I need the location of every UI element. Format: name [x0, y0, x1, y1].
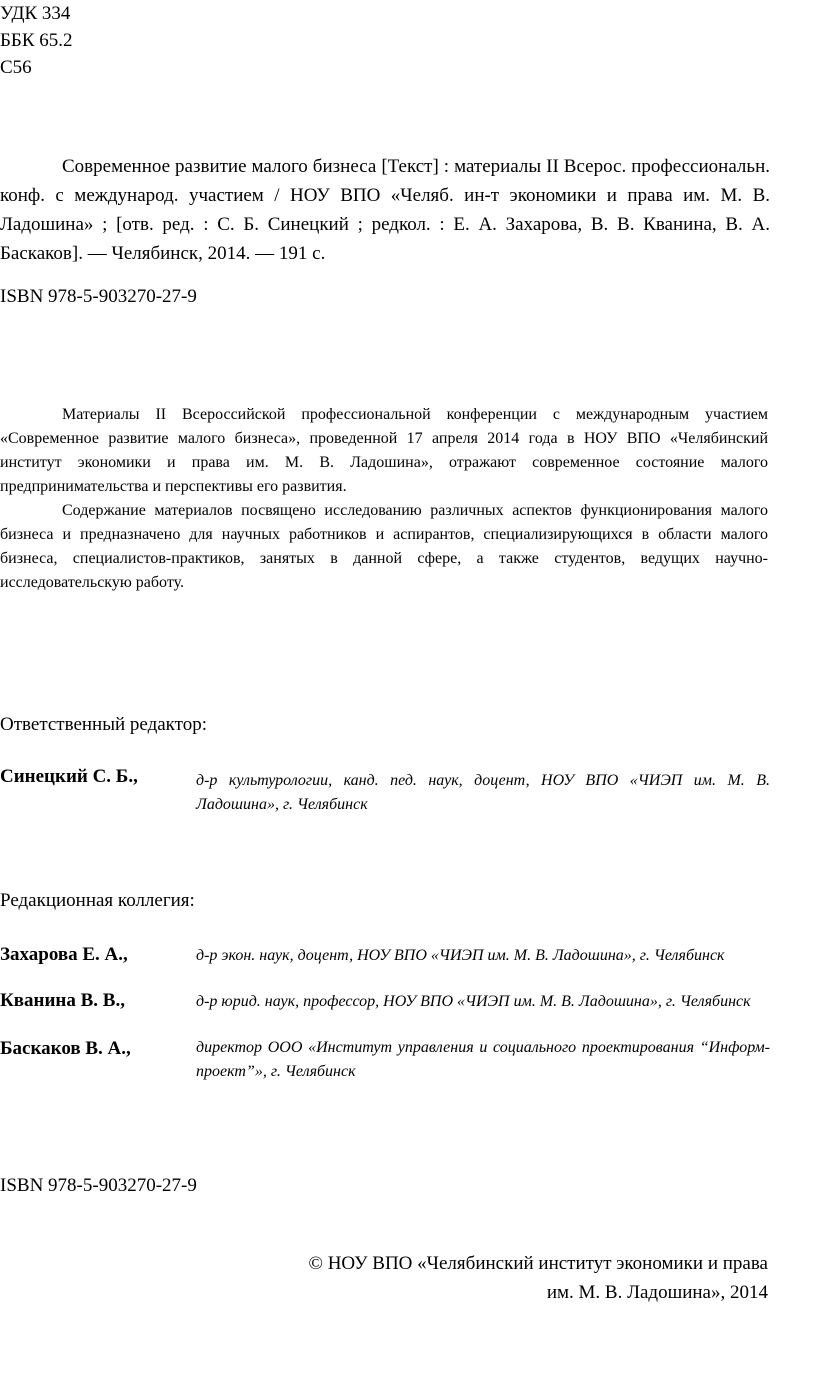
person-name: Баскаков В. А.,: [0, 1038, 131, 1059]
abstract-paragraph-2: Содержание материалов посвящено исследованию различных аспектов функционирования малого бизнеса и предназначено для научных работников и аспирантов, специализирующихся в области малого бизнеса, специалистов-практиков, занятых в данной сфере, а также студентов, ведущих научно-исследовательскую работу.: [0, 502, 768, 591]
author-mark: С56: [0, 57, 32, 78]
editorial-board-heading: Редакционная коллегия:: [0, 890, 195, 911]
person-name: Кванина В. В.,: [0, 990, 125, 1011]
person-name: Синецкий С. Б.,: [0, 766, 138, 787]
classification-codes: [0, 0, 73, 81]
person-info: директор ООО «Институт управления и социального проектирования “Информ-проект”», г. Челябинск: [196, 1039, 770, 1080]
person-name: Захарова Е. А.,: [0, 944, 128, 965]
person-info: д-р юрид. наук, профессор, НОУ ВПО «ЧИЭП им. М. В. Ладошина», г. Челябинск: [196, 993, 751, 1010]
isbn-bottom: ISBN 978-5-903270-27-9: [0, 1175, 197, 1196]
person-info: д-р культурологии, канд. пед. наук, доцент, НОУ ВПО «ЧИЭП им. М. В. Ладошина», г. Челябинск: [196, 772, 770, 813]
copyright-notice: [309, 1249, 768, 1307]
abstract-paragraph-1: Материалы II Всероссийской профессиональной конференции с международным участием «Современное развитие малого бизнеса», проведенной 17 апреля 2014 года в НОУ ВПО «Челябинский институт экономики и права им. М. В. Ладошина», отражают современное состояние малого предпринимательства и перспективы его развития.: [0, 406, 768, 495]
board-member-entry: [0, 1038, 770, 1088]
udk-code: УДК 334: [0, 3, 71, 24]
responsible-editor-entry: [0, 766, 770, 816]
board-member-entry: [0, 990, 770, 1040]
isbn-top: ISBN 978-5-903270-27-9: [0, 286, 197, 307]
copyright-line-2: им. М. В. Ладошина», 2014: [546, 1282, 768, 1303]
bibliographic-description: Современное развитие малого бизнеса [Текст] : материалы II Всерос. профессиональн. конф. с международ. участием / НОУ ВПО «Челяб. ин-т экономики и права им. М. В. Ладошина» ; [отв. ред. : С. Б. Синецкий ; редкол. : Е. А. Захарова, В. В. Кванина, В. А. Баскаков]. — Челябинск, 2014. — 191 с.: [0, 156, 770, 264]
abstract: [0, 403, 768, 595]
copyright-line-1: © НОУ ВПО «Челябинский институт экономики и права: [308, 1253, 768, 1274]
bbk-code: ББК 65.2: [0, 30, 73, 51]
person-info: д-р экон. наук, доцент, НОУ ВПО «ЧИЭП им. М. В. Ладошина», г. Челябинск: [196, 947, 725, 964]
board-member-entry: [0, 944, 770, 994]
responsible-editor-heading: Ответственный редактор:: [0, 714, 207, 735]
